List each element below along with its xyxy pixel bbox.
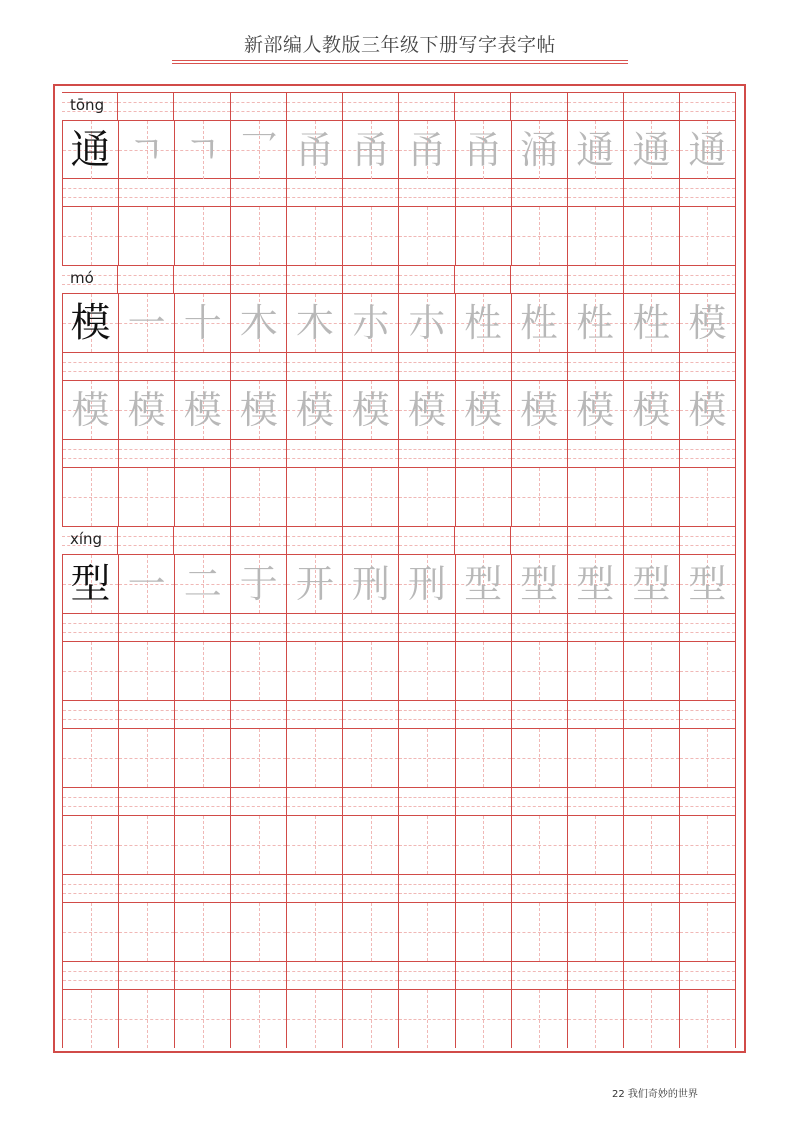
pinyin-label: mó [70, 269, 94, 287]
writing-cell[interactable] [62, 642, 119, 700]
trace-cell[interactable]: 模 [624, 381, 680, 439]
writing-cell[interactable] [456, 729, 512, 787]
practice-block-tong [62, 92, 736, 179]
writing-cell[interactable] [456, 207, 512, 265]
writing-cell[interactable] [175, 816, 231, 874]
stroke-cell: ㄱ [119, 121, 175, 179]
pinyin-band [62, 93, 736, 121]
writing-cell[interactable] [175, 642, 231, 700]
writing-cell[interactable] [680, 990, 736, 1048]
writing-cell[interactable] [399, 642, 455, 700]
writing-cell[interactable] [287, 468, 343, 526]
writing-cell[interactable] [680, 903, 736, 961]
writing-cell[interactable] [456, 990, 512, 1048]
writing-cell[interactable] [287, 729, 343, 787]
trace-cell[interactable]: 模 [119, 381, 175, 439]
writing-cell[interactable] [343, 729, 399, 787]
writing-row [62, 816, 736, 874]
stroke-cell: 于 [231, 555, 287, 613]
writing-cell[interactable] [624, 642, 680, 700]
main-character-cell: 型 [62, 555, 119, 613]
stroke-cell: 型 [456, 555, 512, 613]
writing-cell[interactable] [175, 468, 231, 526]
writing-cell[interactable] [512, 816, 568, 874]
writing-cell[interactable] [680, 642, 736, 700]
writing-cell[interactable] [680, 729, 736, 787]
writing-cell[interactable] [343, 903, 399, 961]
practice-block-empty [62, 875, 736, 962]
stroke-order-row [62, 294, 736, 352]
writing-cell[interactable] [624, 816, 680, 874]
stroke-cell: 朩 [343, 294, 399, 352]
practice-block-empty [62, 701, 736, 788]
writing-cell[interactable] [456, 903, 512, 961]
writing-cell[interactable] [399, 816, 455, 874]
practice-block-empty [62, 614, 736, 701]
stroke-cell: 模 [680, 294, 736, 352]
writing-cell[interactable] [512, 468, 568, 526]
writing-cell[interactable] [680, 468, 736, 526]
trace-cell[interactable]: 模 [680, 381, 736, 439]
writing-cell[interactable] [287, 207, 343, 265]
writing-cell[interactable] [119, 642, 175, 700]
stroke-order-row [62, 121, 736, 179]
stroke-cell: 开 [287, 555, 343, 613]
writing-cell[interactable] [119, 816, 175, 874]
writing-cell[interactable] [680, 207, 736, 265]
writing-cell[interactable] [287, 816, 343, 874]
stroke-cell: 一 [119, 294, 175, 352]
writing-cell[interactable] [343, 816, 399, 874]
stroke-cell: 型 [624, 555, 680, 613]
writing-cell[interactable] [512, 903, 568, 961]
writing-cell[interactable] [287, 903, 343, 961]
stroke-cell: 甬 [287, 121, 343, 179]
pinyin-band [62, 527, 736, 555]
writing-cell[interactable] [512, 990, 568, 1048]
stroke-cell: 通 [568, 121, 624, 179]
writing-cell[interactable] [680, 816, 736, 874]
writing-cell[interactable] [512, 207, 568, 265]
pinyin-label: tōng [70, 96, 105, 114]
writing-cell[interactable] [119, 729, 175, 787]
title-underline-bottom [172, 63, 628, 64]
writing-cell[interactable] [287, 642, 343, 700]
stroke-cell: 通 [624, 121, 680, 179]
stroke-cell: 刑 [399, 555, 455, 613]
writing-cell[interactable] [343, 990, 399, 1048]
writing-cell[interactable] [62, 990, 119, 1048]
stroke-cell: 栍 [512, 294, 568, 352]
practice-block-empty [62, 962, 736, 1048]
stroke-cell: 栍 [568, 294, 624, 352]
writing-cell[interactable] [399, 468, 455, 526]
writing-cell[interactable] [512, 729, 568, 787]
writing-cell[interactable] [343, 468, 399, 526]
stroke-cell: 刑 [343, 555, 399, 613]
writing-cell[interactable] [568, 642, 624, 700]
writing-cell[interactable] [343, 642, 399, 700]
writing-cell[interactable] [624, 729, 680, 787]
writing-cell[interactable] [456, 468, 512, 526]
writing-cell[interactable] [119, 207, 175, 265]
writing-row [62, 468, 736, 526]
title-underline-top [172, 60, 628, 61]
main-character-cell: 通 [62, 121, 119, 179]
stroke-cell: 朩 [399, 294, 455, 352]
writing-cell[interactable] [287, 990, 343, 1048]
writing-cell[interactable] [624, 207, 680, 265]
writing-cell[interactable] [119, 903, 175, 961]
stroke-cell: 十 [175, 294, 231, 352]
practice-block-mo [62, 266, 736, 353]
stroke-cell: 乛 [231, 121, 287, 179]
trace-row [62, 381, 736, 439]
stroke-cell: 栍 [456, 294, 512, 352]
stroke-cell: 型 [512, 555, 568, 613]
stroke-cell: 木 [231, 294, 287, 352]
practice-block-empty [62, 179, 736, 266]
writing-row [62, 903, 736, 961]
writing-cell[interactable] [399, 729, 455, 787]
stroke-cell: 栍 [624, 294, 680, 352]
writing-cell[interactable] [231, 816, 287, 874]
trace-cell[interactable]: 模 [343, 381, 399, 439]
writing-cell[interactable] [343, 207, 399, 265]
practice-block-mo-trace [62, 353, 736, 440]
stroke-cell: 二 [175, 555, 231, 613]
writing-cell[interactable] [231, 207, 287, 265]
writing-cell[interactable] [399, 207, 455, 265]
writing-cell[interactable] [399, 903, 455, 961]
writing-cell[interactable] [568, 816, 624, 874]
writing-cell[interactable] [175, 729, 231, 787]
writing-cell[interactable] [624, 990, 680, 1048]
trace-cell[interactable]: 模 [287, 381, 343, 439]
writing-cell[interactable] [512, 642, 568, 700]
main-character-cell: 模 [62, 294, 119, 352]
trace-cell[interactable]: 模 [231, 381, 287, 439]
writing-cell[interactable] [175, 207, 231, 265]
writing-cell[interactable] [456, 642, 512, 700]
pinyin-label: xíng [70, 530, 103, 548]
writing-row [62, 642, 736, 700]
writing-cell[interactable] [231, 729, 287, 787]
writing-cell[interactable] [62, 816, 119, 874]
practice-grid [62, 92, 736, 1044]
writing-row [62, 990, 736, 1048]
trace-cell[interactable]: 模 [512, 381, 568, 439]
practice-block-xing [62, 527, 736, 614]
writing-cell[interactable] [175, 903, 231, 961]
trace-cell[interactable]: 模 [399, 381, 455, 439]
writing-cell[interactable] [568, 207, 624, 265]
stroke-cell: 甬 [456, 121, 512, 179]
stroke-cell: ㄱ [175, 121, 231, 179]
trace-cell[interactable]: 模 [456, 381, 512, 439]
writing-cell[interactable] [62, 468, 119, 526]
stroke-cell: 甬 [399, 121, 455, 179]
practice-block-empty [62, 440, 736, 527]
writing-row [62, 729, 736, 787]
trace-cell[interactable]: 模 [568, 381, 624, 439]
writing-cell[interactable] [175, 990, 231, 1048]
stroke-cell: 一 [119, 555, 175, 613]
writing-cell[interactable] [624, 468, 680, 526]
stroke-cell: 型 [568, 555, 624, 613]
stroke-cell: 涌 [512, 121, 568, 179]
writing-cell[interactable] [62, 729, 119, 787]
stroke-order-row [62, 555, 736, 613]
writing-cell[interactable] [568, 990, 624, 1048]
trace-cell[interactable]: 模 [175, 381, 231, 439]
stroke-cell: 木 [287, 294, 343, 352]
page-footer [612, 1085, 698, 1100]
writing-cell[interactable] [456, 816, 512, 874]
writing-cell[interactable] [62, 903, 119, 961]
writing-cell[interactable] [568, 468, 624, 526]
pinyin-band [62, 266, 736, 294]
writing-cell[interactable] [568, 903, 624, 961]
writing-cell[interactable] [231, 468, 287, 526]
practice-block-empty [62, 788, 736, 875]
page-number: 22 [612, 1089, 625, 1100]
unit-name: 我们奇妙的世界 [627, 1089, 698, 1100]
stroke-cell: 型 [680, 555, 736, 613]
page-title: 新部编人教版三年级下册写字表字帖 [243, 34, 556, 56]
writing-cell[interactable] [62, 207, 119, 265]
writing-cell[interactable] [119, 468, 175, 526]
stroke-cell: 甬 [343, 121, 399, 179]
writing-cell[interactable] [231, 990, 287, 1048]
writing-cell[interactable] [399, 990, 455, 1048]
trace-cell[interactable]: 模 [62, 381, 119, 439]
writing-cell[interactable] [568, 729, 624, 787]
writing-cell[interactable] [119, 990, 175, 1048]
writing-row [62, 207, 736, 265]
writing-cell[interactable] [231, 642, 287, 700]
stroke-cell: 通 [680, 121, 736, 179]
writing-cell[interactable] [231, 903, 287, 961]
writing-cell[interactable] [624, 903, 680, 961]
